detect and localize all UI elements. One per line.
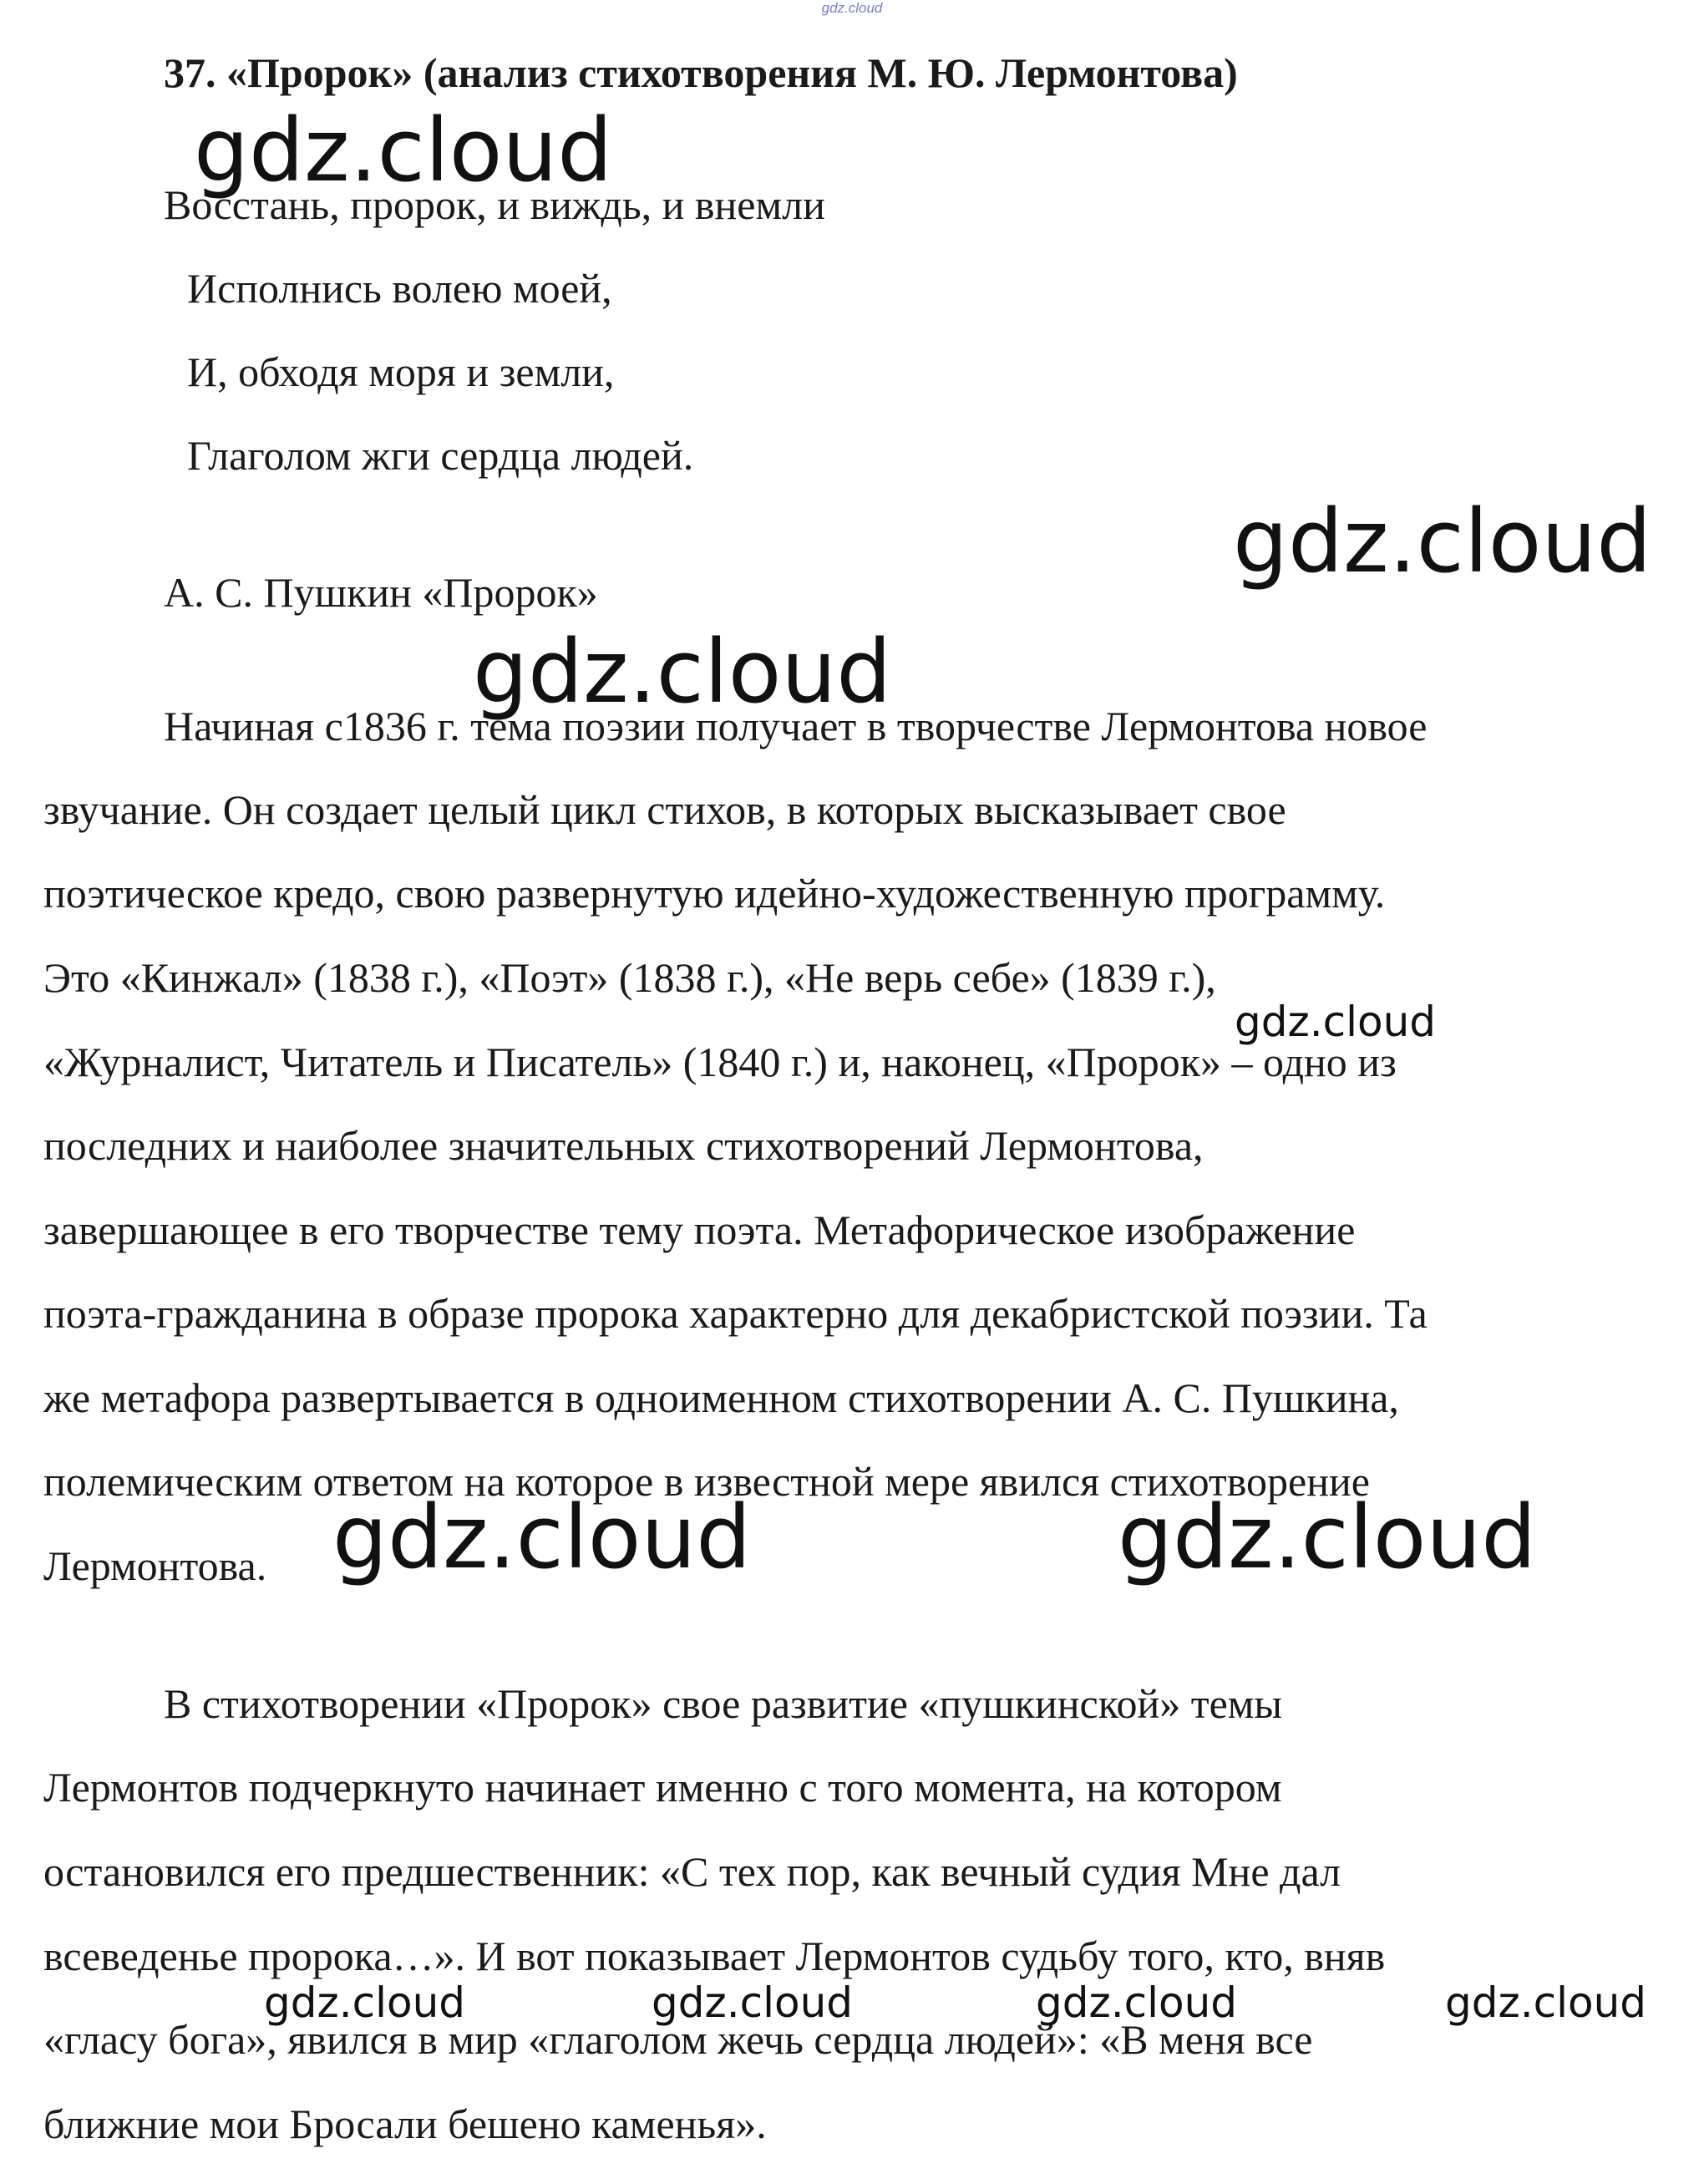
- paragraph1-line-4: Это «Кинжал» (1838 г.), «Поэт» (1838 г.), «Не верь себе» (1839 г.),: [43, 954, 1216, 1001]
- paragraph1-line-6: последних и наиболее значительных стихотворений Лермонтова,: [43, 1122, 1204, 1169]
- paragraph1-line-11: Лермонтова.: [43, 1542, 267, 1589]
- watermark-6: gdz.cloud: [1118, 1486, 1537, 1588]
- watermark-3: gdz.cloud: [473, 621, 892, 723]
- paragraph1-line-7: завершающее в его творчестве тему поэта. Метафорическое изображение: [43, 1206, 1356, 1253]
- epigraph-attribution: А. С. Пушкин «Пророк»: [164, 569, 598, 616]
- epigraph-line-2: Исполнись волею моей,: [187, 265, 612, 312]
- top-watermark: gdz.cloud: [821, 0, 883, 16]
- paragraph1-line-5: «Журналист, Читатель и Писатель» (1840 г.) и, наконец, «Пророк» – одно из: [43, 1039, 1397, 1085]
- epigraph-line-3: И, обходя моря и земли,: [187, 348, 615, 395]
- watermark-9: gdz.cloud: [1036, 1978, 1238, 2027]
- paragraph1-line-8: поэта-гражданина в образе пророка характерно для декабристской поэзии. Та: [43, 1290, 1428, 1337]
- page-title: 37. «Пророк» (анализ стихотворения М. Ю. Лермонтова): [164, 49, 1238, 96]
- paragraph1-line-1: Начиная с1836 г. тема поэзии получает в творчестве Лермонтова новое: [164, 703, 1428, 749]
- paragraph2-line-1: В стихотворении «Пророк» свое развитие «пушкинской» темы: [164, 1680, 1282, 1727]
- paragraph2-line-6: ближние мои Бросали бешено каменья».: [43, 2100, 767, 2147]
- watermark-5: gdz.cloud: [332, 1486, 752, 1588]
- watermark-8: gdz.cloud: [652, 1978, 854, 2027]
- paragraph1-line-3: поэтическое кредо, свою развернутую идейно-художественную программу.: [43, 870, 1386, 917]
- paragraph2-line-3: остановился его предшественник: «С тех пор, как вечный судия Мне дал: [43, 1848, 1341, 1895]
- watermark-1: gdz.cloud: [194, 99, 613, 201]
- paragraph1-line-2: звучание. Он создает целый цикл стихов, в которых высказывает свое: [43, 786, 1286, 833]
- paragraph2-line-5: «гласу бога», явился в мир «глаголом жечь сердца людей»: «В меня все: [43, 2016, 1313, 2063]
- watermark-7: gdz.cloud: [264, 1978, 466, 2027]
- watermark-10: gdz.cloud: [1445, 1978, 1647, 2027]
- paragraph2-line-4: всеведенье пророка…». И вот показывает Лермонтов судьбу того, кто, вняв: [43, 1933, 1386, 1979]
- epigraph-line-1: Восстань, пророк, и виждь, и внемли: [164, 181, 825, 228]
- paragraph1-line-9: же метафора развертывается в одноименном стихотворении А. С. Пушкина,: [43, 1374, 1399, 1421]
- paragraph1-line-10: полемическим ответом на которое в известной мере явился стихотворение: [43, 1458, 1370, 1505]
- paragraph2-line-2: Лермонтов подчеркнуто начинает именно с того момента, на котором: [43, 1764, 1282, 1811]
- watermark-4: gdz.cloud: [1235, 998, 1437, 1046]
- watermark-2: gdz.cloud: [1233, 490, 1652, 592]
- epigraph-line-4: Глаголом жги сердца людей.: [187, 432, 694, 479]
